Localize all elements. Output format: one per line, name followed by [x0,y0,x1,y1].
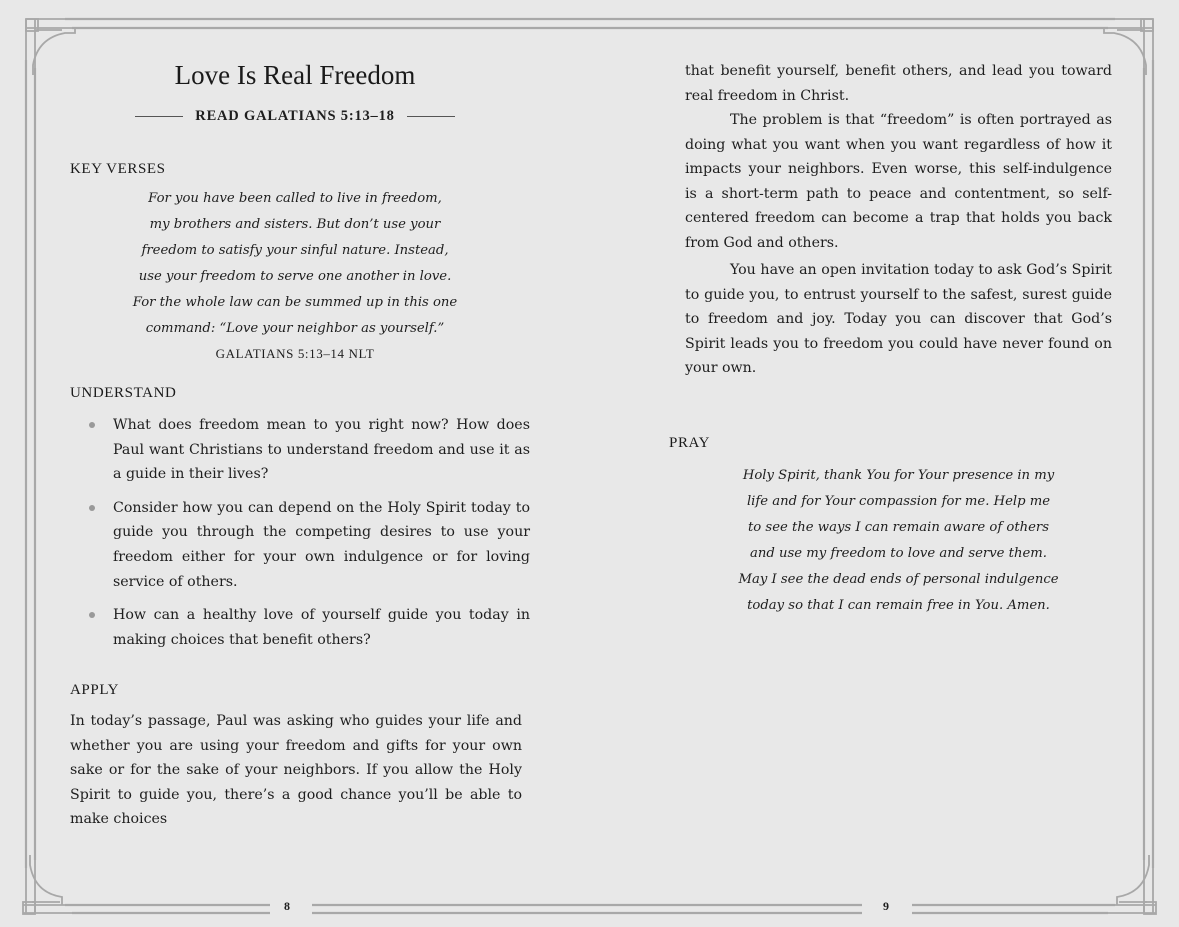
understand-list [60,413,530,661]
verse-line: For you have been called to live in freedom, [148,191,442,206]
list-item [60,603,530,652]
bullet-icon [89,612,95,618]
prayer-line: life and for Your compassion for me. Help me [746,494,1051,509]
list-item-text: How can a healthy love of yourself guide you today in making choices that benefit others? [113,607,530,648]
verse-line: For the whole law can be summed up in this one [132,295,458,310]
verse-line: freedom to satisfy your sinful nature. Instead, [141,243,449,258]
verse-line: my brothers and sisters. But don’t use your [149,217,441,232]
prayer-line: May I see the dead ends of personal indulgence [738,572,1059,587]
page-number-left: 8 [278,899,296,914]
verse-reference: GALATIANS 5:13–14 NLT [215,346,375,361]
divider-rule-left [135,116,183,117]
prayer-line: to see the ways I can remain aware of others [748,520,1049,535]
prayer-text [685,463,1112,619]
list-item-text: What does freedom mean to you right now? How does Paul want Christians to understand freedom and use it as a guide in their lives? [113,417,530,483]
prayer-line: and use my freedom to love and serve them. [750,546,1047,561]
list-item-text: Consider how you can depend on the Holy Spirit today to guide you through the competing desires to use your freedom either for your own indulgence or for loving service of others. [113,499,530,590]
body-paragraph: You have an open invitation today to ask God’s Spirit to guide you, to entrust yourself to the safest, surest guide to freedom and joy. Today you can discover that God’s Spirit leads you to freedom you could have never found on your own. [685,262,1112,377]
verse-line: use your freedom to serve one another in love. [138,269,452,284]
list-item [60,413,530,487]
page-title: Love Is Real Freedom [174,60,416,90]
key-verses-text [60,186,530,366]
prayer-line: Holy Spirit, thank You for Your presence in my [742,468,1055,483]
verse-line: command: “Love your neighbor as yourself.” [145,321,445,336]
left-page [60,0,530,927]
apply-heading: APPLY [70,682,120,698]
body-paragraph: The problem is that “freedom” is often portrayed as doing what you want when you want regardless of how it impacts your neighbors. Even worse, this self-indulgence is a short-term path to peace and contentment, so self-centered freedom can become a trap that holds you back from God and others. [685,112,1112,251]
apply-text: In today’s passage, Paul was asking who guides your life and whether you are using your freedom and gifts for your own sake or for the sake of your neighbors. If you allow the Holy Spirit to guide you, there’s a good chance you’ll be able to make choices [70,713,522,828]
list-item [60,496,530,594]
bullet-icon [89,505,95,511]
prayer-line: today so that I can remain free in You. Amen. [747,598,1050,613]
pray-heading: PRAY [669,435,711,451]
key-verses-heading: KEY VERSES [70,161,166,177]
reading-label: READ GALATIANS 5:13–18 [195,108,395,124]
right-page [669,0,1112,927]
understand-heading: UNDERSTAND [70,385,177,401]
apply-text-continued: that benefit yourself, benefit others, and lead you toward real freedom in Christ. [685,63,1112,104]
page-number-right: 9 [877,899,895,914]
divider-rule-right [407,116,455,117]
reading-reference [60,108,530,125]
bullet-icon [89,422,95,428]
